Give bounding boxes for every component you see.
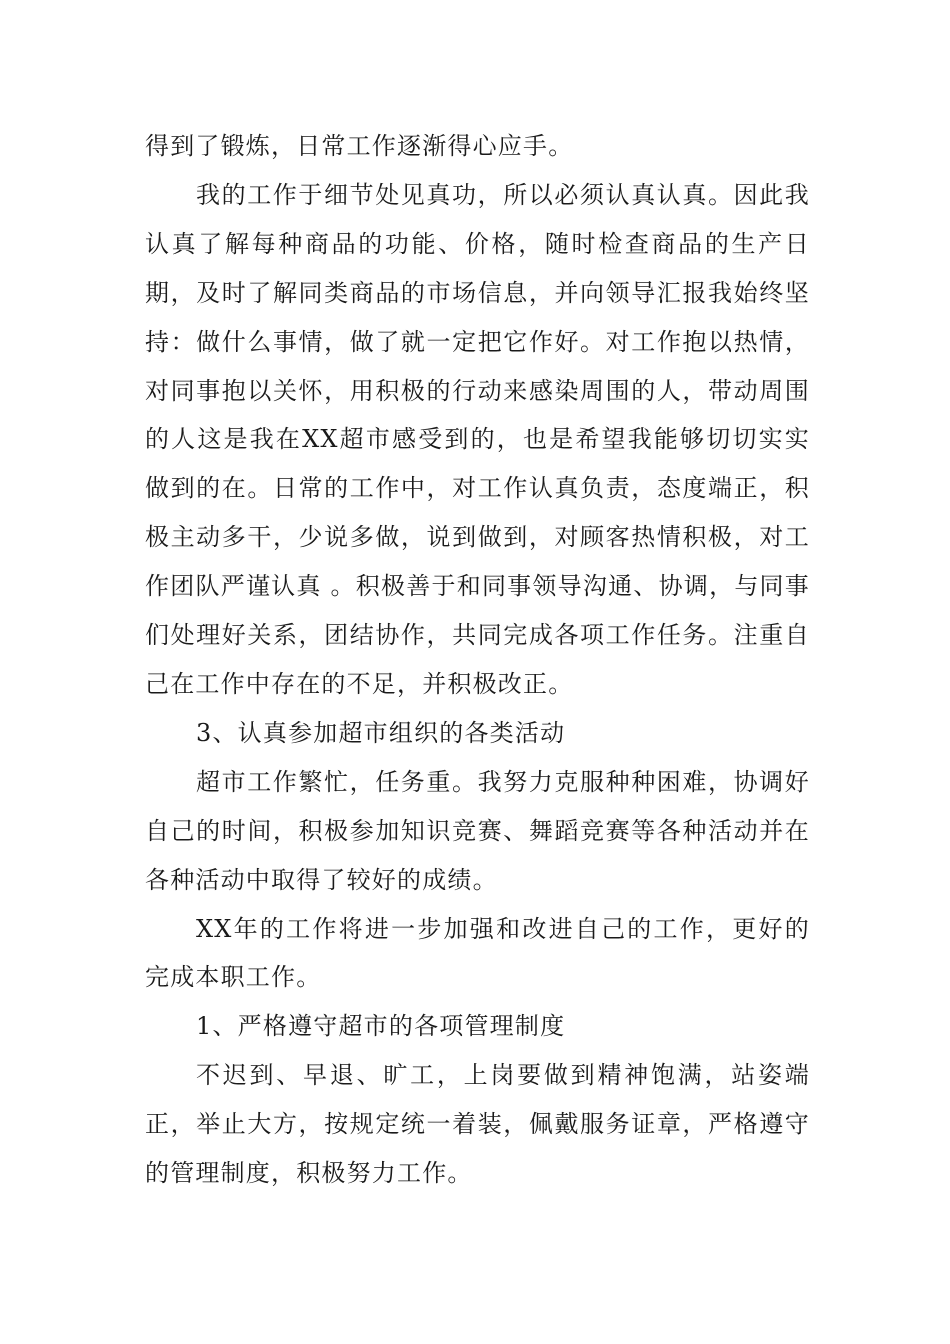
paragraph-continuation: 得到了锻炼，日常工作逐渐得心应手。 [145, 132, 574, 160]
paragraph-next-year: XX年的工作将进一步加强和改进自己的工作，更好的完成本职工作。 [145, 914, 810, 992]
paragraph-work-attitude: 我的工作于细节处见真功，所以必须认真认真。因此我认真了解每种商品的功能、价格，随时检查商品的生产日期，及时了解同类商品的市场信息，并向领导汇报我始终坚持：做什么事情，做了就一定把它作好。对工作抱以热情，对同事抱以关怀，用积极的行动来感染周围的人，带动周围的人这是我在XX超市感受到的，也是希望我能够切切实实做到的在。日常的工作中，对工作认真负责，态度端正，积极主动多干，少说多做，说到做到，对顾客热情积极，对工作团队严谨认真 。积极善于和同事领导沟通、协调，与同事们处理好关系，团结协作，共同完成各项工作任务。注重自己在工作中存在的不足，并积极改正。 [145, 180, 810, 698]
section-heading-activities: 3、认真参加超市组织的各类活动 [196, 718, 566, 747]
paragraph-activities: 超市工作繁忙，任务重。我努力克服种种困难，协调好自己的时间，积极参加知识竞赛、舞蹈竞赛等各种活动并在各种活动中取得了较好的成绩。 [145, 767, 810, 894]
document-body [145, 122, 810, 1198]
section-heading-rules: 1、严格遵守超市的各项管理制度 [196, 1012, 566, 1041]
paragraph-rules: 不迟到、早退、旷工，上岗要做到精神饱满，站姿端正，举止大方，按规定统一着装，佩戴服务证章，严格遵守的管理制度，积极努力工作。 [145, 1061, 810, 1188]
